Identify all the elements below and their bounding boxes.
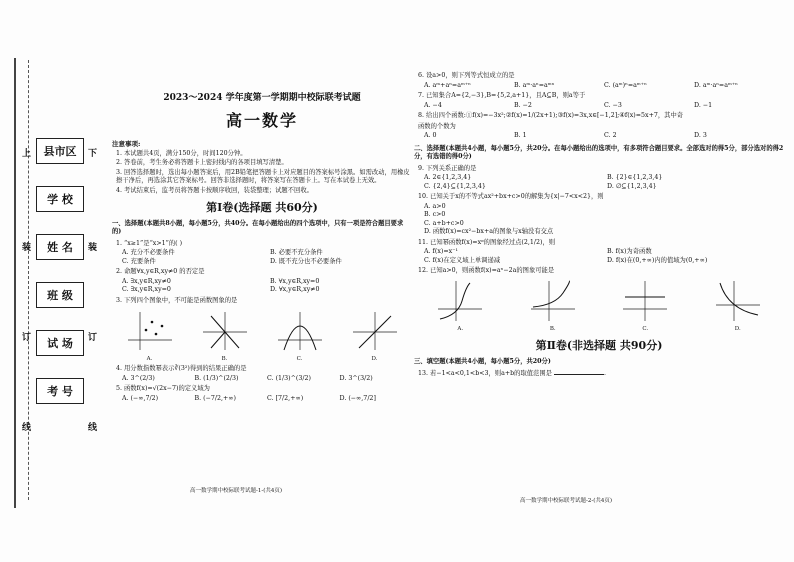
option[interactable]: C. (1/3)^(3/2) <box>267 374 311 382</box>
option[interactable]: D. 3^(3/2) <box>339 374 373 382</box>
question-6: 6. 设a>0，则下列等式恒成立的是 <box>418 72 515 79</box>
note-item: 3. 回答选择题时，选出每小题答案后，用2B铅笔把答题卡上对应题目的答案标号涂黑。如需改动，用橡皮擦干净后，再选涂其它答案标号。回答非选择题时，将答案写在答题卡上。写在本试卷上无效。 <box>116 168 410 184</box>
graph-label: D. <box>734 326 741 332</box>
q10-options <box>424 203 784 237</box>
section1-heading: 一、选择题(本题共8小题，每小题5分，共40分。在每小题给出的四个选项中，只有一项是符合题目要求的) <box>112 219 404 236</box>
option[interactable]: D. 既不充分也不必要条件 <box>270 257 342 265</box>
option[interactable]: B. f(x)为奇函数 <box>607 248 652 255</box>
option[interactable]: C. f(x)在定义域上单调递减 <box>424 256 501 264</box>
question-3: 3. 下列四个图象中，不可能是函数图象的是 <box>116 296 238 304</box>
q3-graph-b[interactable] <box>201 308 249 363</box>
q12-graphs <box>414 279 784 334</box>
binding-label: 线 <box>22 423 32 433</box>
q7-options <box>424 102 784 111</box>
option[interactable]: A. 2∈{1,2,3,4} <box>424 174 472 181</box>
exam-title: 2023～2024 学年度第一学期期中校际联考试题 <box>163 93 361 103</box>
notes-heading: 注意事项: <box>112 139 141 148</box>
option[interactable]: D. 函数f(x)=cx²−bx+a的图象与x轴没有交点 <box>424 228 554 235</box>
question-12: 12. 已知a>0，则函数f(x)=aˣ−2a的图象可能是 <box>418 267 555 274</box>
graph-label: A. <box>146 355 153 362</box>
option[interactable]: B. c>0 <box>424 211 446 218</box>
option[interactable]: D. aᵐ·aⁿ=aᵐ⁺ⁿ <box>694 81 738 89</box>
option[interactable]: C. −3 <box>604 101 622 109</box>
graph-label: B. <box>221 355 228 362</box>
option[interactable]: A. −4 <box>424 101 442 109</box>
option[interactable]: D. 3 <box>694 132 707 139</box>
option[interactable]: D. f(x)在(0,+∞)内的值域为(0,+∞) <box>607 256 708 264</box>
question-5: 5. 函数f(x)=√(2x−7)的定义域为 <box>116 385 210 393</box>
q3-graph-a[interactable] <box>126 308 174 363</box>
right-column <box>414 70 784 379</box>
binding-margin <box>0 0 112 562</box>
option[interactable]: D. ∀x,y∈R,xy≠0 <box>270 286 320 294</box>
binding-label: 线 <box>88 423 98 433</box>
part1-title: 第Ⅰ卷(选择题 共60分) <box>206 201 318 214</box>
option[interactable]: A. (−∞,7/2) <box>122 394 159 402</box>
question-2: 2. 命题∀x,y∈R,xy≠0 的否定是 <box>116 268 205 276</box>
question-1: 1. “x≥1”是“x>1”的( ) <box>116 239 183 247</box>
option[interactable]: A. f(x)=x⁻¹ <box>424 248 459 255</box>
q1-options <box>122 249 412 266</box>
option[interactable]: B. 必要不充分条件 <box>270 249 323 257</box>
option[interactable]: B. (1/3)^(2/3) <box>194 374 239 382</box>
note-item: 2. 答卷前，考生务必将答题卡上密封线内的各项目填写清楚。 <box>116 159 288 166</box>
q2-options <box>122 278 412 295</box>
parabola-graph <box>276 308 324 352</box>
option[interactable]: A. 0 <box>424 132 437 139</box>
q9-options <box>424 174 784 191</box>
option[interactable]: A. 3^(2/3) <box>122 374 155 382</box>
q12-graph-b[interactable] <box>529 279 577 334</box>
q12-graph-c[interactable] <box>621 279 669 334</box>
name-field[interactable]: 姓 名 <box>36 234 84 260</box>
note-item: 1. 本试题共4页，满分150分，时间120分钟。 <box>116 149 247 157</box>
option[interactable]: C. 充要条件 <box>122 257 156 265</box>
decay-graph <box>714 279 762 323</box>
page-footer-right: 高一数学期中校际联考试题-2-(共4页) <box>520 498 613 504</box>
page-footer-left: 高一数学期中校际联考试题-1-(共4页) <box>190 488 283 494</box>
subject-title: 高一数学 <box>225 111 298 131</box>
left-column <box>112 92 412 403</box>
exp-graph <box>436 279 484 323</box>
option[interactable]: B. {2}∈{1,2,3,4} <box>607 174 663 181</box>
scatter-graph <box>126 308 174 352</box>
option[interactable]: B. ∀x,y∈R,xy=0 <box>270 277 320 285</box>
v-graph <box>201 308 249 352</box>
exam-number-field[interactable]: 考 号 <box>36 378 84 404</box>
option[interactable]: C. (aᵐ)ⁿ=aᵐ⁺ⁿ <box>604 81 647 89</box>
question-4: 4. 用分数指数幂表示∛(3²)得到的结果正确的是 <box>116 365 247 373</box>
q5-options <box>122 395 412 404</box>
q3-graph-c[interactable] <box>276 308 324 363</box>
graph-label: A. <box>457 326 464 332</box>
answer-blank[interactable] <box>554 374 604 375</box>
graph-label: C. <box>296 355 303 362</box>
option[interactable]: A. aᵐ+aⁿ=aᵐ⁺ⁿ <box>424 81 471 89</box>
option[interactable]: C. {2,4}⊆{1,2,3,4} <box>424 182 486 190</box>
option[interactable]: C. [7/2,+∞) <box>267 394 304 402</box>
question-11: 11. 已知幂函数f(x)=xᵅ的图象经过点(2,1/2)，则 <box>418 238 556 246</box>
q11-options <box>424 248 784 265</box>
section3-heading: 三、填空题(本题共4小题，每小题5分，共20分) <box>414 358 551 366</box>
school-field[interactable]: 学 校 <box>36 186 84 212</box>
question-7: 7. 已知集合A={2,−3},B={5,2,a+1}，且A⊆B，则a等于 <box>418 92 586 99</box>
exam-room-field[interactable]: 试 场 <box>36 330 84 356</box>
class-field[interactable]: 班 级 <box>36 282 84 308</box>
line-graph <box>351 308 399 352</box>
option[interactable]: D. ∅⊆{1,2,3,4} <box>607 182 657 190</box>
option[interactable]: B. aᵐ·aⁿ=aᵐⁿ <box>514 81 555 89</box>
option[interactable]: C. ∃x,y∈R,xy=0 <box>122 286 171 294</box>
section2-heading: 二、选择题(本题共4小题，每小题5分，共20分。在每小题给出的选项中，有多项符合题目要求。全部选对的得5分，部分选对的得2分，有选错的得0分) <box>414 144 784 160</box>
option[interactable]: C. 2 <box>604 132 617 139</box>
binding-label: 上 <box>22 149 32 159</box>
q13-stem: 13. 若−1<a<0,1<b<3，则a+b的取值范围是 <box>418 369 552 377</box>
binding-bar <box>14 58 20 508</box>
question-8: 8. 给出四个函数:①f(x)=−3x²;②f(x)=1/(2x+1);③f(x)=3x,x∈[−1,2];④f(x)=5x+7，其中奇 <box>418 112 684 119</box>
option[interactable]: B. (−7/2,+∞) <box>194 394 236 402</box>
exp-graph <box>529 279 577 323</box>
option[interactable]: A. ∃x,y∈R,xy≠0 <box>122 277 171 285</box>
q4-options <box>122 375 412 384</box>
seal-line <box>28 60 29 500</box>
binding-label: 装 <box>88 243 98 253</box>
option[interactable]: B. 1 <box>514 132 527 139</box>
binding-label: 订 <box>88 333 98 343</box>
question-8-cont: 函数的个数为 <box>418 122 456 130</box>
option[interactable]: B. −2 <box>514 101 532 109</box>
option[interactable]: A. 充分不必要条件 <box>122 249 175 257</box>
note-item: 4. 考试结束后，监考员将答题卡按顺序收回，装袋整理；试题不回收。 <box>116 186 313 194</box>
graph-label: C. <box>642 326 649 332</box>
graph-label: D. <box>371 355 378 362</box>
q12-graph-d[interactable] <box>714 279 762 334</box>
binding-label: 下 <box>88 149 98 159</box>
graph-label: B. <box>549 326 556 332</box>
county-field[interactable]: 县市区 <box>36 138 84 164</box>
q3-graph-d[interactable] <box>351 308 399 363</box>
q3-graphs <box>112 308 412 363</box>
question-9: 9. 下列关系正确的是 <box>418 164 477 172</box>
q6-options <box>424 82 784 91</box>
option[interactable]: D. −1 <box>694 101 713 109</box>
part2-title: 第Ⅱ卷(非选择题 共90分) <box>535 339 663 353</box>
option[interactable]: C. a+b+c>0 <box>424 219 464 227</box>
flat-graph <box>621 279 669 323</box>
q8-options <box>424 132 784 141</box>
binding-label: 订 <box>22 333 32 343</box>
option[interactable]: D. (−∞,7/2] <box>339 394 376 402</box>
question-10: 10. 已知关于x的不等式ax²+bx+c>0的解集为{x|−7<x<2}，则 <box>418 193 604 200</box>
question-13: 13. 若−1<a<0,1<b<3，则a+b的取值范围是 . <box>418 369 606 377</box>
binding-label: 装 <box>22 243 32 253</box>
option[interactable]: A. a>0 <box>424 202 446 210</box>
q12-graph-a[interactable] <box>436 279 484 334</box>
